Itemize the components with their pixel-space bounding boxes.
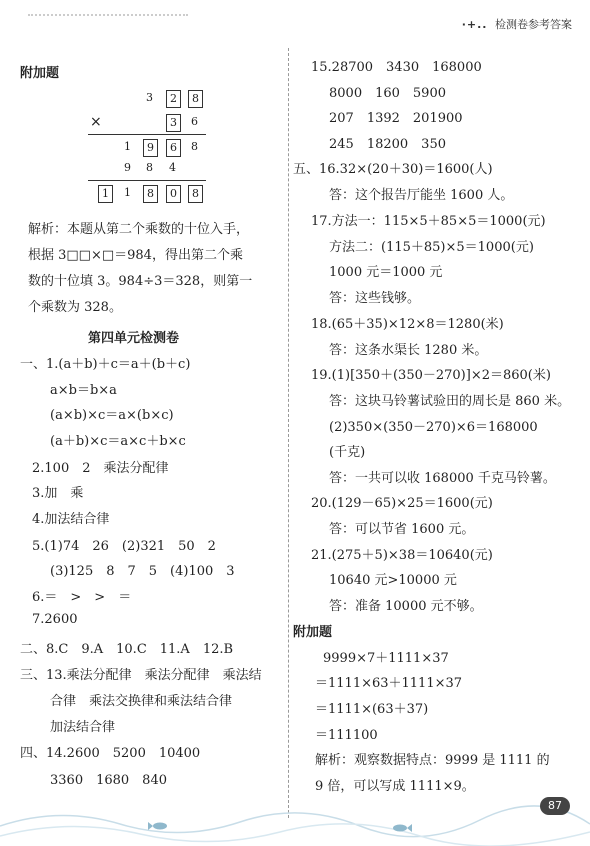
answer-line: 10640 元>10000 元 bbox=[329, 573, 457, 588]
mult-digit: 1 bbox=[124, 186, 131, 199]
answer-line: 8000 160 5900 bbox=[329, 86, 446, 101]
mult-box: 9 bbox=[143, 139, 158, 157]
answer-line: 五、16.32×(20＋30)＝1600(人) bbox=[293, 162, 493, 177]
answer-line: (千克) bbox=[329, 445, 366, 460]
extra-question-title-right: 附加题 bbox=[293, 625, 333, 640]
analysis-line: 9 倍，可以写成 1111×9。 bbox=[315, 779, 475, 794]
answer-line: 答：一共可以收 168000 千克马铃薯。 bbox=[329, 471, 556, 486]
answer-line: (a×b)×c＝a×(b×c) bbox=[50, 408, 174, 423]
answer-line: 方法二：(115＋85)×5＝1000(元) bbox=[329, 240, 534, 255]
mult-box: 2 bbox=[166, 90, 181, 108]
mult-box: 8 bbox=[143, 185, 158, 203]
answer-line: 3360 1680 840 bbox=[50, 773, 167, 788]
answer-line: 合律 乘法交换律和乘法结合律 bbox=[50, 694, 233, 709]
answer-line: 18.(65＋35)×12×8＝1280(米) bbox=[311, 317, 504, 332]
answer-line: 245 18200 350 bbox=[329, 137, 446, 152]
times-sign: × bbox=[90, 114, 102, 130]
header-title: 检测卷参考答案 bbox=[495, 18, 572, 31]
mult-box: 3 bbox=[166, 114, 181, 132]
answer-line: 5.(1)74 26 (2)321 50 2 bbox=[32, 539, 216, 554]
right-column bbox=[293, 0, 578, 846]
answer-line: 加法结合律 bbox=[50, 720, 116, 735]
unit-title: 第四单元检测卷 bbox=[88, 331, 180, 346]
bottom-wave-decoration bbox=[0, 786, 590, 846]
answer-line: ＝111100 bbox=[315, 728, 378, 743]
answer-line: 3.加 乘 bbox=[32, 486, 84, 501]
answer-line: a×b＝b×a bbox=[50, 383, 117, 398]
analysis-line: 解析：观察数据特点：9999 是 1111 的 bbox=[315, 753, 550, 768]
answer-line: 二、8.C 9.A 10.C 11.A 12.B bbox=[20, 642, 234, 657]
mult-box: 6 bbox=[166, 139, 181, 157]
answer-line: 一、1.(a＋b)＋c＝a＋(b＋c) bbox=[20, 357, 191, 372]
answer-line: 答：这些钱够。 bbox=[329, 291, 421, 306]
mult-digit: 8 bbox=[146, 161, 153, 174]
mult-digit: 1 bbox=[124, 140, 131, 153]
fish-icon bbox=[393, 824, 412, 832]
left-column bbox=[18, 0, 283, 846]
mult-box: 8 bbox=[188, 185, 203, 203]
mult-box: 8 bbox=[188, 90, 203, 108]
answer-line: 1000 元＝1000 元 bbox=[329, 265, 443, 280]
answer-line: 19.(1)[350＋(350－270)]×2＝860(米) bbox=[311, 368, 551, 383]
page-number: 87 bbox=[540, 797, 570, 815]
analysis-line: 个乘数为 328。 bbox=[28, 300, 122, 315]
answer-line: 6.＝ > > ＝ bbox=[32, 590, 132, 605]
answer-line: 答：这个报告厅能坐 1600 人。 bbox=[329, 188, 514, 203]
mult-digit: 3 bbox=[146, 91, 153, 104]
answer-line: 20.(129－65)×25＝1600(元) bbox=[311, 496, 493, 511]
mult-box: 0 bbox=[166, 185, 181, 203]
mult-box: 1 bbox=[98, 185, 113, 203]
mult-digit: 6 bbox=[191, 115, 198, 128]
answer-line: 2.100 2 乘法分配律 bbox=[32, 461, 169, 476]
mult-digit: 4 bbox=[169, 161, 176, 174]
mult-line bbox=[88, 134, 206, 135]
answer-line: 207 1392 201900 bbox=[329, 111, 463, 126]
header-stars: ·+.. bbox=[461, 18, 488, 31]
answer-line: (3)125 8 7 5 (4)100 3 bbox=[50, 564, 235, 579]
answer-line: 答：这条水渠长 1280 米。 bbox=[329, 343, 488, 358]
answer-line: 四、14.2600 5200 10400 bbox=[20, 746, 201, 761]
mult-digit: 9 bbox=[124, 161, 131, 174]
answer-line: 答：可以节省 1600 元。 bbox=[329, 522, 475, 537]
fish-icon bbox=[148, 822, 167, 830]
analysis-line: 数的十位填 3。984÷3＝328，则第一 bbox=[28, 274, 253, 289]
answer-line: 17.方法一：115×5＋85×5＝1000(元) bbox=[311, 214, 546, 229]
answer-line: (a＋b)×c＝a×c＋b×c bbox=[50, 434, 186, 449]
column-divider bbox=[288, 48, 289, 818]
mult-digit: 8 bbox=[191, 140, 198, 153]
answer-line: 21.(275＋5)×38＝10640(元) bbox=[311, 548, 493, 563]
extra-question-title: 附加题 bbox=[20, 66, 60, 81]
answer-line: 15.28700 3430 168000 bbox=[311, 60, 482, 75]
answer-line: 4.加法结合律 bbox=[32, 512, 110, 527]
answer-line: 答：准备 10000 元不够。 bbox=[329, 599, 483, 614]
answer-line: 7.2600 bbox=[32, 612, 78, 627]
answer-line: (2)350×(350－270)×6＝168000 bbox=[329, 420, 538, 435]
answer-line: 9999×7＋1111×37 bbox=[323, 651, 449, 666]
answer-line: ＝1111×63＋1111×37 bbox=[315, 676, 463, 691]
answer-line: 三、13.乘法分配律 乘法分配律 乘法结 bbox=[20, 668, 262, 683]
analysis-line: 解析：本题从第二个乘数的十位入手， bbox=[28, 222, 250, 237]
answer-line: ＝1111×(63＋37) bbox=[315, 702, 429, 717]
analysis-line: 根据 3□□×□＝984，得出第二个乘 bbox=[28, 248, 243, 263]
mult-line bbox=[88, 180, 206, 181]
answer-line: 答：这块马铃薯试验田的周长是 860 米。 bbox=[329, 394, 571, 409]
